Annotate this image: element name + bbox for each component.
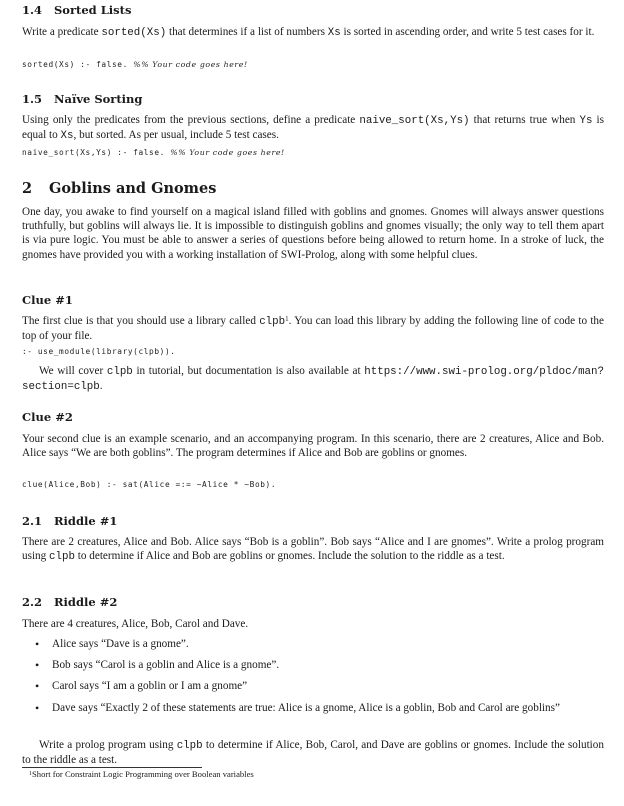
footnote-ref[interactable]: 1 [285,315,289,323]
sorted-lists-paragraph: Write a predicate sorted(Xs) that determines if a list of numbers Xs is sorted in ascending order, and write 5 test cases for it. [22,26,595,39]
section-heading-riddle-2: 2.2 Riddle #2 [22,595,118,609]
riddle-2-intro: There are 4 creatures, Alice, Bob, Carol and Dave. [22,618,249,630]
clue-1-heading: Clue #1 [22,293,73,307]
use-module-code: :- use_module(library(clpb)). [22,347,176,356]
riddle-1-paragraph: There are 2 creatures, Alice and Bob. Alice says “Bob is a goblin”. Bob says “Alice and I are gnomes”. Write a prolog program using clpb to determine if Alice and Bob are goblins or gnomes. Include the solution to the riddle as a test. [22,536,604,564]
clue-2-heading: Clue #2 [22,410,73,424]
list-item: • Dave says “Exactly 2 of these statements are true: Alice is a gnome, Alice is a goblin, Bob and Carol are goblins” [22,701,604,715]
list-item: • Carol says “I am a goblin or I am a gnome” [22,679,604,693]
list-item: • Bob says “Carol is a goblin and Alice is a gnome”. [22,658,604,672]
footnote: $^1$Short for Constraint Logic Programming over Boolean variables [29,769,254,779]
list-item: • Alice says “Dave is a gnome”. [22,637,604,651]
clue-2-paragraph: Your second clue is an example scenario, and an accompanying program. In this scenario, there are 2 creatures, Alice and Bob. Alice says “We are both goblins”. The program determines if Alice and Bob are goblins or gnomes. [22,433,604,460]
riddle-2-closing: Write a prolog program using clpb to determine if Alice, Bob, Carol, and Dave are goblins or gnomes. Include the solution to the riddle as a test. [22,739,604,767]
documentation-link[interactable]: https://www.swi-prolog.org/pldoc/man?section=clpb [22,366,604,394]
sorted-code-block: sorted(Xs) :- false. %% Your code goes here! [22,60,248,69]
section-heading-goblins-and-gnomes: 2 Goblins and Gnomes [22,180,217,197]
naive-sorting-paragraph: Using only the predicates from the previous sections, define a predicate naive_sort(Xs,Ys) that returns true when Ys is equal to Xs, but sorted. As per usual, include 5 test cases. [22,114,605,143]
section-heading-riddle-1: 2.1 Riddle #1 [22,514,118,528]
goblins-intro-paragraph: One day, you awake to find yourself on a magical island filled with goblins and gnomes. Gnomes will always answer questions truthfully, but goblins will always lie. It is impossible to distinguish goblins and gnomes visually; the only way to tell them apart is via pure logic. You must be able to answer a series of questions before being allowed to return home. In a stroke of luck, the gnomes have provided you with a working installation of SWI-Prolog, along with some helpful clues. [22,206,604,261]
riddle-2-bullet-list [22,637,604,722]
clue-1-paragraph: The first clue is that you should use a library called clpb$^1$. You can load this library by adding the following line of code to the top of your file. [22,315,604,343]
naive-sort-code-block: naive_sort(Xs,Ys) :- false. %% Your code goes here! [22,148,285,157]
clue-code-block: clue(Alice,Bob) :- sat(Alice =:= ~Alice * ~Bob). [22,480,277,489]
section-heading-naive-sorting: 1.5 Naïve Sorting [22,92,143,106]
clue-1-note: We will cover clpb in tutorial, but documentation is also available at https://www.swi-prolog.org/pldoc/man?section=clpb. [22,365,604,394]
footnote-rule [22,767,202,768]
section-heading-sorted-lists: 1.4 Sorted Lists [22,3,132,17]
